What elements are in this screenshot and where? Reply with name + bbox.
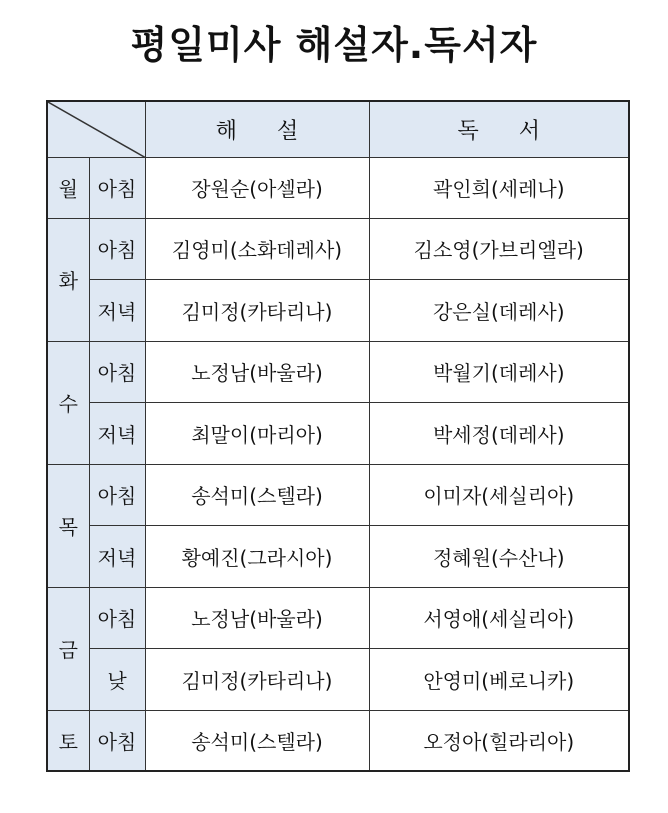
commentator-cell: 김영미(소화데레사)	[145, 218, 369, 279]
time-cell: 낮	[89, 648, 145, 710]
commentator-cell: 송석미(스텔라)	[145, 464, 369, 525]
page-title: 평일미사 해설자.독서자	[130, 23, 538, 67]
reader-cell: 이미자(세실리아)	[369, 464, 629, 525]
reader-cell: 김소영(가브리엘라)	[369, 218, 629, 279]
time-cell: 아침	[89, 710, 145, 771]
table-row	[47, 587, 629, 648]
day-cell: 월	[47, 157, 89, 218]
time-cell: 아침	[89, 157, 145, 218]
reader-cell: 박월기(데레사)	[369, 341, 629, 402]
day-cell: 토	[47, 710, 89, 771]
time-cell: 아침	[89, 341, 145, 402]
time-cell: 저녁	[89, 279, 145, 341]
header-row	[47, 101, 629, 157]
table-row	[47, 157, 629, 218]
time-cell: 저녁	[89, 525, 145, 587]
header-reader-label: 독서	[457, 118, 580, 144]
table-row	[47, 402, 629, 464]
corner-diagonal-cell	[47, 101, 145, 157]
table-row	[47, 279, 629, 341]
reader-cell: 박세정(데레사)	[369, 402, 629, 464]
table-row	[47, 525, 629, 587]
reader-cell: 서영애(세실리아)	[369, 587, 629, 648]
reader-cell: 강은실(데레사)	[369, 279, 629, 341]
commentator-cell: 김미정(카타리나)	[145, 648, 369, 710]
day-cell: 수	[47, 341, 89, 464]
commentator-cell: 노정남(바울라)	[145, 341, 369, 402]
commentator-cell: 최말이(마리아)	[145, 402, 369, 464]
time-cell: 저녁	[89, 402, 145, 464]
reader-cell: 정혜원(수산나)	[369, 525, 629, 587]
commentator-cell: 황예진(그라시아)	[145, 525, 369, 587]
table-row	[47, 710, 629, 771]
day-cell: 화	[47, 218, 89, 341]
table-row	[47, 341, 629, 402]
time-cell: 아침	[89, 218, 145, 279]
header-commentator	[145, 101, 369, 157]
day-cell: 금	[47, 587, 89, 710]
day-cell: 목	[47, 464, 89, 587]
header-reader	[369, 101, 629, 157]
commentator-cell: 노정남(바울라)	[145, 587, 369, 648]
reader-cell: 곽인희(세레나)	[369, 157, 629, 218]
header-commentator-label: 해설	[215, 118, 339, 144]
commentator-cell: 장원순(아셀라)	[145, 157, 369, 218]
table-row	[47, 648, 629, 710]
commentator-cell: 김미정(카타리나)	[145, 279, 369, 341]
commentator-cell: 송석미(스텔라)	[145, 710, 369, 771]
table-row	[47, 464, 629, 525]
table-row	[47, 218, 629, 279]
reader-cell: 안영미(베로니카)	[369, 648, 629, 710]
reader-cell: 오정아(힐라리아)	[369, 710, 629, 771]
schedule-table	[46, 100, 630, 772]
time-cell: 아침	[89, 587, 145, 648]
diagonal-line-icon	[48, 102, 146, 158]
time-cell: 아침	[89, 464, 145, 525]
